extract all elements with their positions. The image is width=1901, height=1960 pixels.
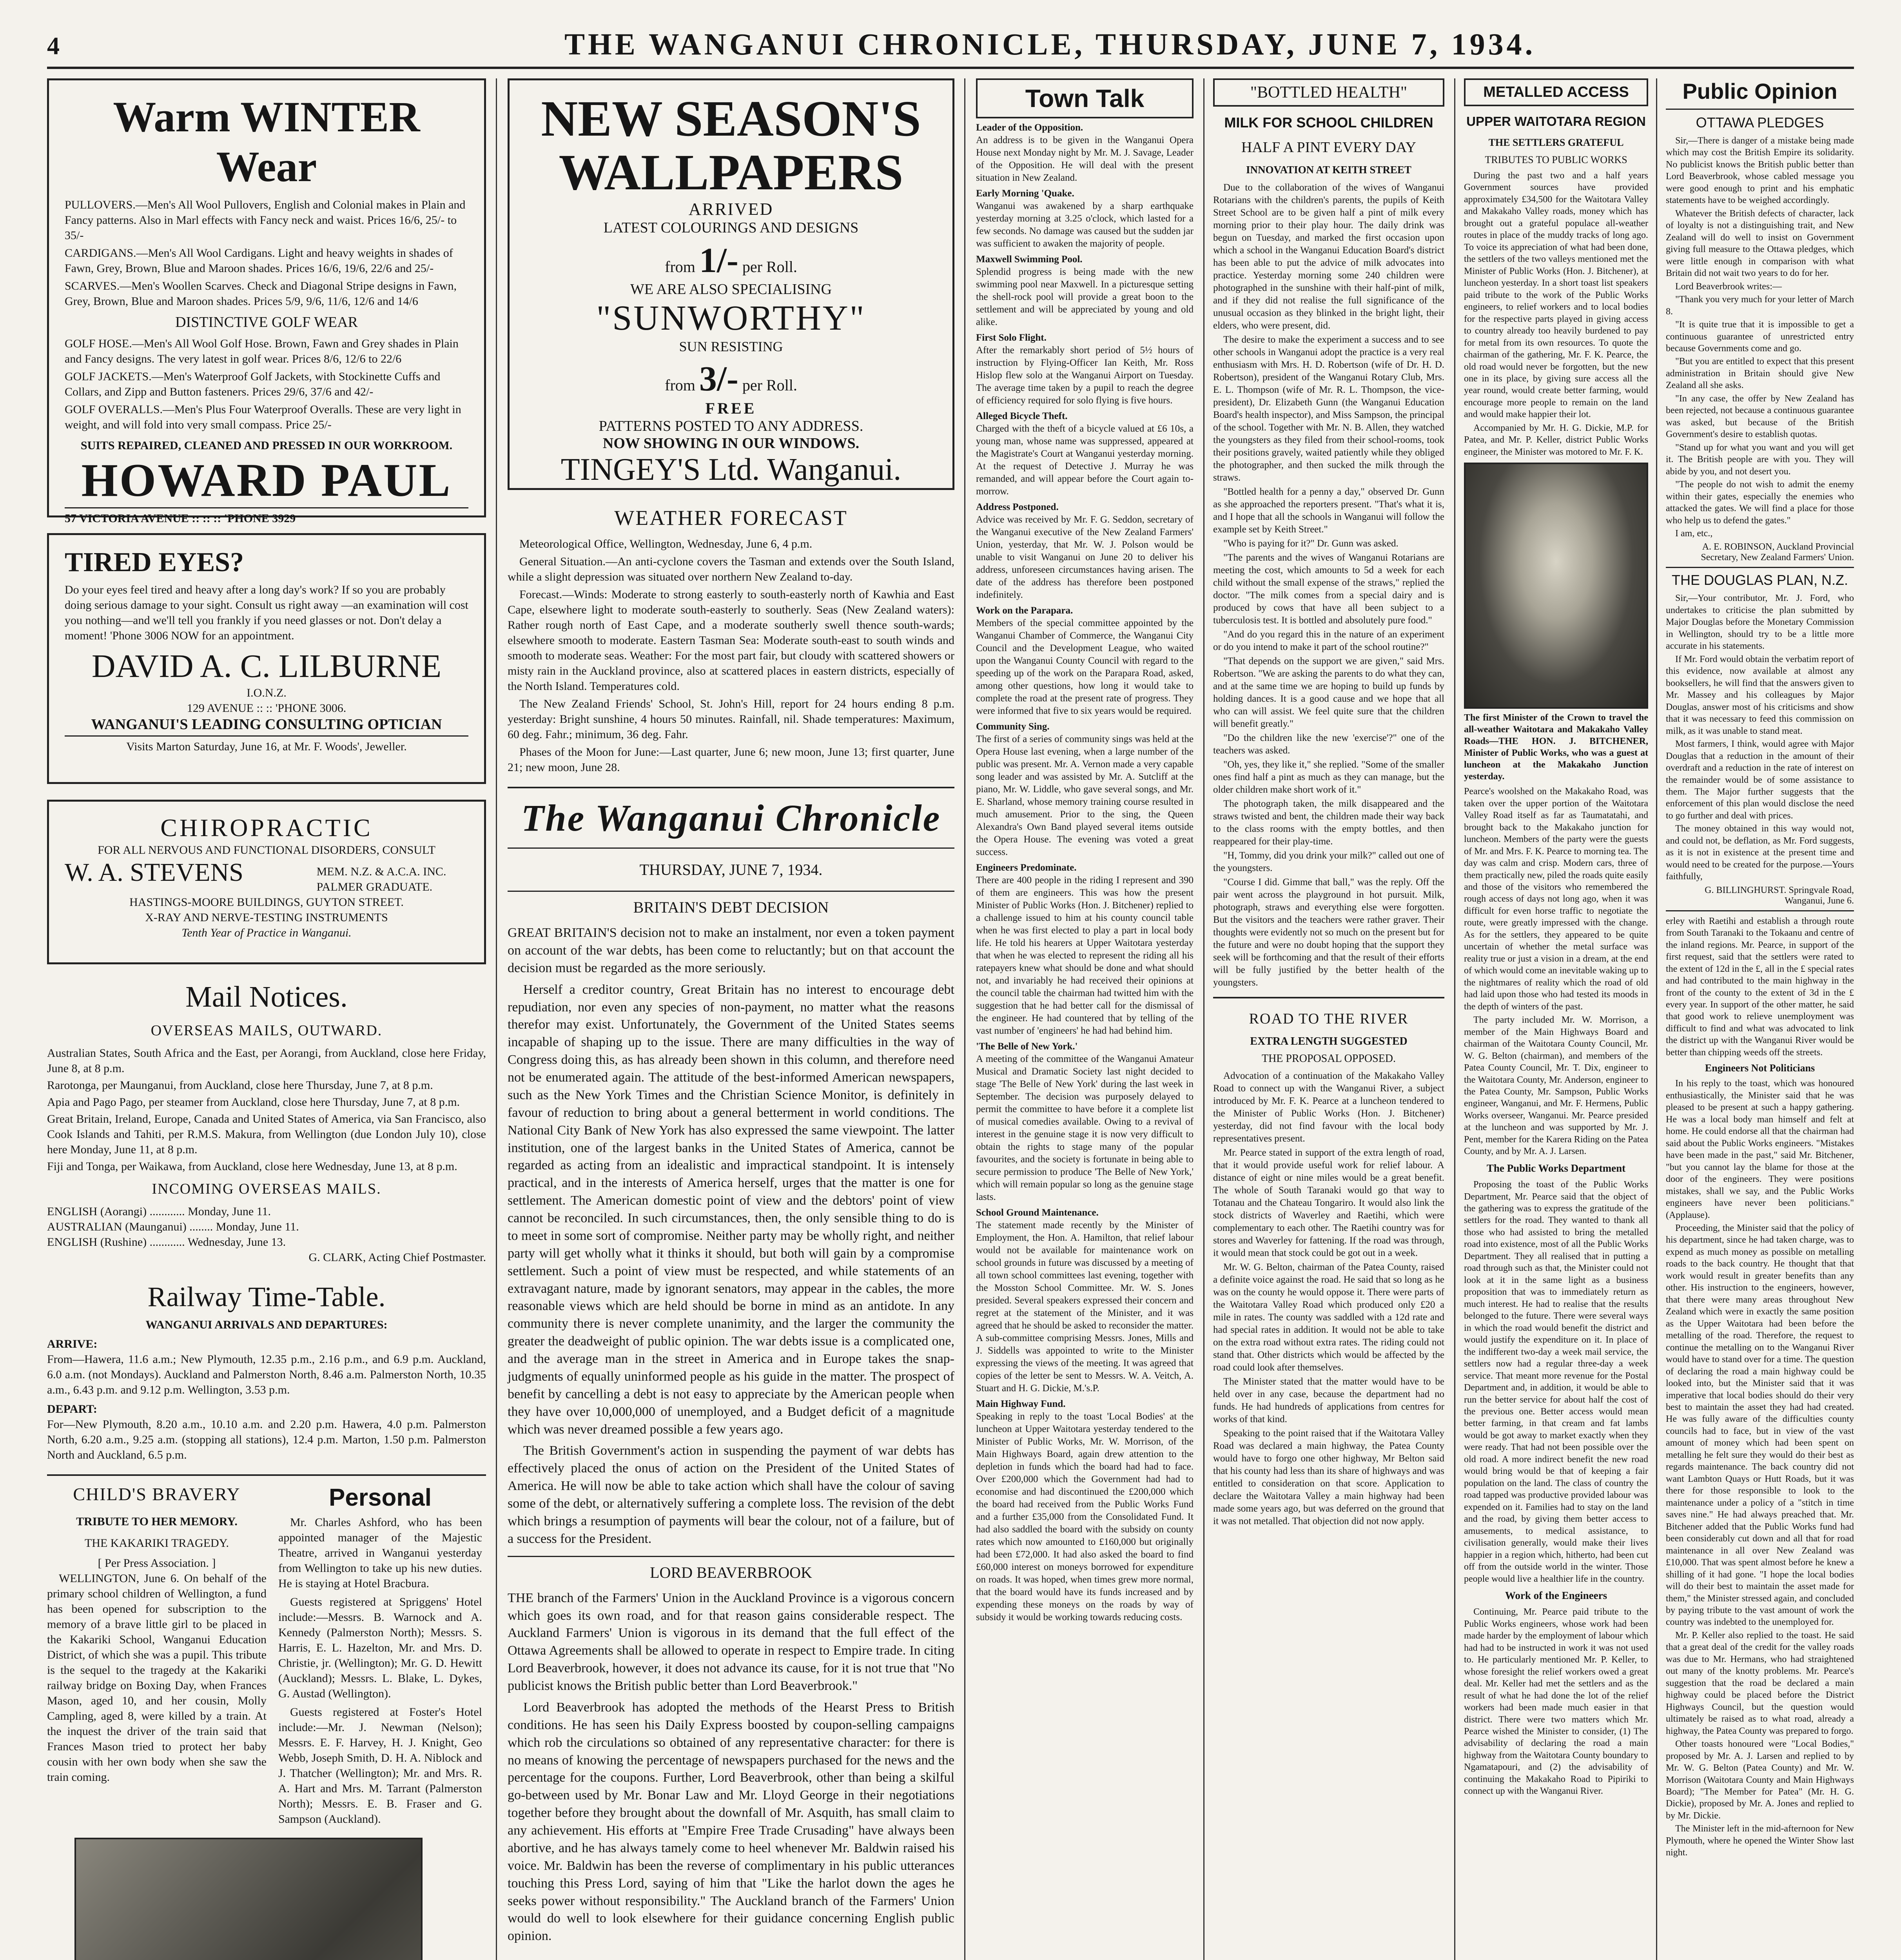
section-title: Town Talk <box>1025 84 1145 113</box>
divider <box>1666 567 1854 568</box>
weather-para: Forecast.—Winds: Moderate to strong easterly to south-easterly north of Kawhia and East Cape, elsewhere light to moderate south-easterly to southerly. Seas (New Zealand waters): Rather rough north of East Cape, and a moderate southerly swell thence south-wards; elsewhere smooth to moderate. Eastern Tasman Sea: Moderate south-east to south winds and smooth to moderate seas. Weather: For the most part fair, but cloudy with scattered showers or misty rain in the Auckland province, also at scattered places in eastern districts, especially of the North Island. Temperatures cold. <box>508 588 954 693</box>
minister-portrait <box>1464 463 1648 709</box>
ad-per: per Roll. <box>742 376 797 394</box>
section-title: Mail Notices. <box>185 980 348 1013</box>
column-rule <box>1656 78 1657 1960</box>
editorial-masthead <box>508 787 954 849</box>
item-heading: Work on the Parapara. <box>976 605 1073 616</box>
ad-title: TIRED EYES? <box>65 547 244 577</box>
letter-para: "It is quite true that it is impossible to get a continuous guarantee of unrestricted entry because Governments come and go. <box>1666 319 1854 354</box>
article-body <box>1213 1070 1444 1528</box>
article-title: BRITAIN'S DEBT DECISION <box>508 891 954 916</box>
section-title: Public Opinion <box>1682 79 1838 103</box>
ad-price-line <box>525 359 937 399</box>
memorial-photo <box>74 1838 423 1960</box>
ad-xray: X-RAY AND NERVE-TESTING INSTRUMENTS <box>145 911 388 924</box>
article-body <box>1213 181 1444 989</box>
article-subtitle: TRIBUTE TO HER MEMORY. <box>76 1515 238 1528</box>
section-title-box <box>1464 78 1648 106</box>
item-heading: Engineers Predominate. <box>976 862 1077 873</box>
item-heading: Maxwell Swimming Pool. <box>976 254 1083 265</box>
article-para: "Who is paying for it?" Dr. Gunn was asked. <box>1223 538 1399 549</box>
article-para: THE branch of the Farmers' Union in the Auckland Province is a vigorous concern which goes its own road, and for that reason gains considerable respect. The Auckland Farmers' Union is vigorous in its demand that the full effect of the Ottawa Agreements shall be allowed to operate in respect to Empire trade. In citing Lord Beaverbrook, however, it does not advance its cause, for it is not true that "No publicist knows the British public better than Lord Beaverbrook." <box>508 1590 954 1693</box>
article-subtitle: THE PROPOSAL OPPOSED. <box>1261 1053 1396 1065</box>
article-subheading: The Public Works Department <box>1486 1162 1626 1174</box>
ad-item-heading: DISTINCTIVE GOLF WEAR <box>175 314 358 330</box>
bravery-personal-row <box>47 1474 486 1830</box>
ad-qualification: I.O.N.Z. <box>247 686 287 699</box>
personal-item: Guests registered at Foster's Hotel include:—Mr. J. Newman (Nelson); Messrs. E. F. Harvey, H. J. Knight, Geo Webb, Joseph Smith, D. H. A. Niblock and J. Thatcher (Wellington); Mr. and Mrs. R. A. Hart and Mrs. M. Tarrant (Palmerston North); Messrs. E. B. Fraser and G. Sampson (Auckland). <box>278 1706 482 1826</box>
section-title: Railway Time-Table. <box>147 1281 386 1312</box>
letter-para: Sir,—Your contributor, Mr. J. Ford, who undertakes to criticise the plan submitted by Major Douglas before the Monetary Commission in Wellington, should try to be a little more accurate in his statements. <box>1666 593 1854 652</box>
article-title: ROAD TO THE RIVER <box>1249 1011 1409 1027</box>
item-text: Members of the special committee appointed by the Wanganui Chamber of Commerce, the Wanganui City Council and the Development League, who waited upon the Wanganui County Council with regard to the speeding up of the work on the Parapara Road, asked, among other questions, how long it would take to complete the road at the present rate of progress. They were informed that five to six years would be required. <box>976 618 1194 716</box>
newspaper-masthead-title: THE WANGANUI CHRONICLE, THURSDAY, JUNE 7, 1934. <box>564 27 1536 61</box>
mail-item: ENGLISH (Rushine) ............ Wednesday, June 13. <box>47 1236 286 1249</box>
article-para: Pearce's woolshed on the Makakaho Road, was taken over the upper portion of the Waitotara Valley Road itself as far as Taumatatahi, and brought back to the Makakaho junction for luncheon. Members of the party were the guests of Mr. and Mrs. F. K. Pearce to morning tea. The day was calm and crisp. Modern cars, three of them practically new, piled the roads quite easily and those of the visitors who remembered the rough access of days not long ago, when it was difficult for even horse traffic to negotiate the route, were greatly impressed with the change. As for the settlers, they appeared to be quite uncertain of whether the metal surface was reality true or just a vision in a dream, at the end of which would come an inevitable waking up to the nightmares of reality which the road of old had laid upon those who had tested its moods in the depth of winters of the past. <box>1464 786 1648 1012</box>
article-subtitle: THE SETTLERS GRATEFUL <box>1488 137 1624 148</box>
letter-para: Sir,—There is danger of a mistake being made which may cost the British Empire its solidarity. No publicist knows the British public better than Lord Beaverbrook, whose cabled message you were good enough to print and his emphatic statements have to be weighed accordingly. <box>1666 136 1854 206</box>
article-para: GREAT BRITAIN'S decision not to make an instalment, nor even a token payment on account of the war debts, has been come to reluctantly; but on that account the decision must be regarded as the more seriously. <box>508 926 954 975</box>
column-1 <box>47 78 486 1960</box>
article-para: "And do you regard this in the nature of an experiment or do you intend to make it part of the school routine?" <box>1213 629 1444 652</box>
editorial-beaverbrook <box>508 1556 954 1945</box>
letter-body <box>1666 592 1854 882</box>
ad-visits: Visits Marton Saturday, June 16, at Mr. F. Woods', Jeweller. <box>65 735 468 754</box>
article-para: Continuing, Mr. Pearce paid tribute to the Public Works engineers, whose work had been made harder by the employment of labour which had had to be instructed in work it was not used to. He particularly mentioned Mr. P. Keller, to whose foresight the relief workers owed a great deal. Mr. Keller had met the settlers and as the result of what he had done the lot of the relief workers had been made much easier in that district. There were two matters which Mr. Pearce wished the Minister to consider, (1) The advisability of declaring the road a main highway from the Waitotara County boundary to Ngamatapouri, and (2) the advisability of continuing the Makakaho Road to Pipiriki to connect up with the Wanganui River. <box>1464 1607 1648 1797</box>
mail-item: AUSTRALIAN (Maunganui) ........ Monday, June 11. <box>47 1220 299 1233</box>
item-heading: Early Morning 'Quake. <box>976 188 1074 199</box>
weather-para: Phases of the Moon for June:—Last quarter, June 6; new moon, June 13; first quarter, June 21; new moon, June 28. <box>508 746 954 774</box>
article-para: erley with Raetihi and establish a through route from South Taranaki to the Tokaanu and centre of the inland regions. Mr. Pearce, in support of the first request, said that the settlers were rated to the extent of 12d in the £, all in the £ special rates and had contributed to the main highway in the front of the county to the extent of 3d in the £ every year. In support of the other matter, he said that good work to relieve unemployment was difficult to find and what was advocated to link the district up with the Wanganui River would be better than chipping weeds off the streets. <box>1666 916 1854 1058</box>
ad-line: ARRIVED <box>688 200 774 219</box>
item-heading: Alleged Bicycle Theft. <box>976 411 1068 421</box>
column-2 <box>508 78 954 1960</box>
section-subtitle: INCOMING OVERSEAS MAILS. <box>152 1181 381 1197</box>
column-metalled-access <box>1464 78 1648 1960</box>
weather-para: The New Zealand Friends' School, St. John's Hill, report for 24 hours ending 8 p.m. yesterday: Bright sunshine, 4 hours 50 minutes. Rainfall, nil. Shade temperatures: Maximum, 60 deg. Fahr.; minimum, 36 deg. Fahr. <box>508 697 954 741</box>
section-subtitle: WANGANUI ARRIVALS AND DEPARTURES: <box>145 1318 388 1331</box>
article-title: LORD BEAVERBROOK <box>508 1556 954 1582</box>
article-road-to-river <box>1213 997 1444 1528</box>
item-text: A meeting of the committee of the Wanganui Amateur Musical and Dramatic Society last night decided to stage 'The Belle of New York' during the last week in September. The decision was purposely delayed to permit the committee to have before it a complete list of musical comedies available. Owing to a revival of interest in the genuine stage it is now very difficult to obtain the rights to stage many of the popular favourites, and the society is fortunate in being able to secure permission to produce 'The Belle of New York,' which will remain popular so long as the genuine stage lasts. <box>976 1054 1194 1202</box>
article-subtitle: EXTRA LENGTH SUGGESTED <box>1250 1035 1408 1047</box>
ad-price-line <box>525 240 937 281</box>
mail-notices <box>47 980 486 1265</box>
personal-item: Mr. Charles Ashford, who has been appointed manager of the Majestic Theatre, arrived in Wanganui yesterday from Wellington to take up his new duties. He is staying at Hotel Bracbura. <box>278 1516 482 1590</box>
ad-warm-winter-wear <box>47 78 486 525</box>
page-number: 4 <box>47 32 60 60</box>
article-para: Proposing the toast of the Public Works Department, Mr. Pearce said that the object of the gathering was to express the gratitude of the settlers for the road. They wanted to thank all those who had assisted to bring the metalled road into existence, most of all the Public Works Department. They all realised that in putting a road through such as that, the Minister could not look at it in the same light as a business proposition that was to immediately return as much interest. He had to realise that the results belonged to the future. There were several ways in which the road would benefit the district and would justify the expenditure on it. In place of the indifferent two-day a week mail service, the settlers now had a regular three-day a week service. That meant more revenue for the Postal Department and, in addition, it would be able to run the better service for about half the cost of the previous one. Better access would mean better farming, in that cream and fat lambs would be got away to market exactly when they were ready. That had not been possible over the old road. A more indirect benefit the new road would bring would be that of keeping a fair population on the land. The class of country the road tapped was productive provided labour was expended on it. Families had to stay on the land and the road, by giving them better access to amusements, to medical assistance, to civilisation generally, would make their lives happier in a region which, hitherto, had been cut off from the outside world in the winter. Those people would live a healthier life in the country. <box>1464 1180 1648 1584</box>
letter-para: "Thank you very much for your letter of March 8. <box>1666 294 1854 317</box>
section-subtitle: OVERSEAS MAILS, OUTWARD. <box>151 1022 383 1039</box>
mail-item: ENGLISH (Aorangi) ............ Monday, June 11. <box>47 1205 271 1218</box>
ad-item: CARDIGANS.—Men's All Wool Cardigans. Light and heavy weights in shades of Fawn, Grey, Brown, Blue and Maroon shades. Prices 16/6, 19/6, 22/6 and 25/- <box>65 247 453 275</box>
column-town-talk <box>976 78 1194 1960</box>
article-para: Due to the collaboration of the wives of Wanganui Rotarians with the children's parents, the pupils of Keith Street School are to be given half a pint of milk every morning prior to their play hour. The daily drink was begun on Tuesday, and marked the first occasion upon which a school in the Wanganui Education Board's district has been able to put the advice of milk advocates into practice. Yesterday morning some 240 children were photographed in the sunshine with their half-pint of milk, and if they did not realise the full significance of the unusual occasion as they blinked in the bright light, their elders, who were present, did. <box>1213 182 1444 331</box>
article-para: "Do the children like the new 'exercise'?" one of the teachers was asked. <box>1213 733 1444 756</box>
ad-address: 57 VICTORIA AVENUE :: :: :: 'PHONE 3929 <box>65 507 468 526</box>
article-body <box>508 1590 954 1945</box>
editorial-debt <box>508 891 954 1548</box>
article-subtitle: MILK FOR SCHOOL CHILDREN <box>1224 114 1433 131</box>
ad-wallpapers <box>508 78 954 490</box>
column-rule <box>964 78 965 1960</box>
article-title: METALLED ACCESS <box>1483 84 1629 100</box>
article-para: During the past two and a half years Government sources have provided approximately £34,500 for the Waitotara Valley and Makakaho Valley roads, money which has brought out a grateful populace all-weather routes in place of the muddy tracks of long ago. To voice its appreciation of what had been done, the settlers of the two valleys mentioned met the Minister of Public Works (Hon. J. Bitchener), at luncheon yesterday. In a short toast list speakers paid tribute to the work of the Public Works engineers, to relief workers and to local bodies for the respective parts played in giving access to country already too heavily burdened to pay for metal from its own resources. To quote the chairman of the gathering, Mr. F. K. Pearce, the old road would never be forgotten, but the new one in its place, by giving sure access all the year round, would create better farming, would encourage more people to remain on the land and would make happier their lot. <box>1464 171 1648 420</box>
ad-item: SCARVES.—Men's Woollen Scarves. Check and Diagonal Stripe designs in Fawn, Grey, Brown, Blue and Maroon shades. Prices 5/9, 9/6, 11/6, 12/6 and 14/6 <box>65 279 457 308</box>
ad-tagline: WANGANUI'S LEADING CONSULTING OPTICIAN <box>91 716 442 733</box>
divider <box>1666 109 1854 110</box>
article-continuation <box>1666 915 1854 1859</box>
article-body: WELLINGTON, June 6. On behalf of the primary school children of Wellington, a fund has been opened for subscription to the memory of a brave little girl to be placed in the Kakariki School, Wanganui Education District, of which she was a pupil. This tribute is the sequel to the tragedy at the Kakariki railway bridge on Boxing Day, when Frances Mason, aged 10, and her cousin, Molly Campling, aged 8, were killed by a train. At the inquest the driver of the train said that Frances Mason tried to protect her baby cousin with her own body when she saw the train coming. <box>47 1572 267 1784</box>
ad-line: SUN RESISTING <box>679 339 783 354</box>
article-subheading: Work of the Engineers <box>1505 1590 1607 1601</box>
rail-arrive-text: From—Hawera, 11.6 a.m.; New Plymouth, 12.35 p.m., 2.16 p.m., and 6.9 p.m. Auckland, 6.0 a.m. (not Mondays). Auckland and Palmerston North, 8.46 a.m. Palmerston North, 10.35 a.m., 6.43 p.m. and 9.12 p.m. Wellington, 3.53 p.m. <box>47 1353 486 1396</box>
article-subtitle: INNOVATION AT KEITH STREET <box>1246 164 1411 176</box>
letter-para: "In any case, the offer by New Zealand has been rejected, not because a continuous guarantee was asked, but because of the British Government's desire to establish quotas. <box>1666 393 1854 440</box>
article-para: "Oh, yes, they like it," she replied. "Some of the smaller ones find half a pint as much as they can manage, but the older children make short work of it." <box>1213 759 1444 795</box>
article-title: "BOTTLED HEALTH" <box>1250 83 1408 102</box>
editorial-paper-name: The Wanganui Chronicle <box>521 797 941 839</box>
masthead <box>47 24 1854 69</box>
railway-timetable <box>47 1281 486 1463</box>
article-para: "H, Tommy, did you drink your milk?" called out one of the youngsters. <box>1213 850 1444 873</box>
article-para: Proceeding, the Minister said that the policy of his department, since he had taken charge, was to expend as much money as possible on metalling roads to the back country. He thought that that work would result in greater benefits than any other. His instruction to the engineers, however, that there were many areas throughout New Zealand which were in exactly the same position as the Upper Waitotara had been before the metalling of the road. Therefore, the request to continue the metalling on to the Wanganui River would have to stand over for a time. The question of declaring the road a main highway could be looked into, but the Minister said that it was imperative that local bodies should do their very best to maintain the asset they had had created. He was fully aware of the difficulties county councils had to face, but in view of the vast amount of money which had been spent on metalling he felt sure they would do their best as regards maintenance. The back country did not want Lambton Quays or Hutt Roads, but it was there for those responsible to look to the maintenance under a policy of a "stitch in time saves nine." He had always preached that. Mr. Bitchener added that the Public Works fund had been considerably cut down and all that for road maintenance in all over New Zealand was £10,000. That was spent almost before he knew a shilling of it had gone. "I hope the local bodies will do their best to maintain the asset made for them," the Minister stressed again, and concluded by paying tribute to the vast amount of work the country was indebted to the unemployed for. <box>1666 1223 1854 1628</box>
ad-per: per Roll. <box>742 258 797 276</box>
column-personal <box>278 1484 482 1830</box>
rail-arrive-label: ARRIVE: <box>47 1338 98 1350</box>
mail-item: Rarotonga, per Maunganui, from Auckland, close here Thursday, June 7, at 8 p.m. <box>47 1079 433 1092</box>
ad-item: GOLF HOSE.—Men's All Wool Golf Hose. Brown, Fawn and Grey shades in Plain and Fancy designs. The very latest in golf wear. Prices 8/6, 12/6 to 22/6 <box>65 337 459 366</box>
ad-title: NEW SEASON'S WALLPAPERS <box>541 91 921 201</box>
article-para: "The parents and the wives of Wanganui Rotarians are meeting the cost, which amounts to 5d a week for each child without the small expense of the straws," replied the doctor. "The milk comes from a special dairy and is produced by cows that have all been subject to a tuberculosis test. It is bottled and absolutely pure food." <box>1213 552 1444 626</box>
mail-signature: G. CLARK, Acting Chief Postmaster. <box>308 1251 486 1264</box>
ad-from: from <box>665 376 695 394</box>
article-body <box>1464 170 1648 458</box>
column-rule <box>1454 78 1455 1960</box>
item-text: The first of a series of community sings was held at the Opera House last evening, when a large number of the public was present. Mr. A. Vernon made a very capable song leader and was assisted by Mr. A. Sutcliff at the piano, Mr. W. Liddle, who gave several songs, and Mr. E. Sharland, whose memory training course resulted in much amusement. Prior to the sing, the Queen Alexandra's Own Band played several items outside the Opera House. The evening was voted a great success. <box>976 734 1194 857</box>
weather-forecast <box>508 506 954 775</box>
article-para: "Bottled health for a penny a day," observed Dr. Gunn as she approached the reporters present. "That's what it is, and I hope that all the schools in Wanganui will follow the example set by Keith Street." <box>1213 486 1444 535</box>
letter-para: The money obtained in this way would not, and could not, be deflation, as Mr. Ford suggests, as it is not in existence at the present time and would need to be created for the purpose.—Yours faithfully, <box>1666 824 1854 882</box>
letter-para: If Mr. Ford would obtain the verbatim report of this evidence, now available at almost any booksellers, he will find that the answers given to Mr. Massey and his colleagues by Major Douglas, answer most of his criticisms and show that it was necessary to feed this commission on milk, as it was unable to stand meat. <box>1666 654 1854 736</box>
mail-item: Australian States, South Africa and the East, per Aorangi, from Auckland, close here Friday, June 8, at 8 p.m. <box>47 1047 486 1075</box>
item-heading: 'The Belle of New York.' <box>976 1041 1078 1052</box>
letter-body <box>1666 135 1854 539</box>
item-text: Advice was received by Mr. F. G. Seddon, secretary of the Wanganui executive of the New Zealand Farmers' Union, yesterday, that Mr. W. J. Polson would be unable to visit Wanganui on June 20 to deliver his address, unforeseen circumstances having arisen. The date of the address has therefore been postponed indefinitely. <box>976 514 1194 600</box>
article-subtitle: TRIBUTES TO PUBLIC WORKS <box>1485 154 1627 165</box>
mail-outward-list <box>47 1045 486 1174</box>
item-text: The statement made recently by the Minister of Employment, the Hon. A. Hamilton, that relief labour would not be available for maintenance work on school grounds in future was discussed by a meeting of all town school committees last evening, together with the Mosston School Committee. Mr. W. S. Jones presided. Several speakers expressed their concern and regret at the statement of the Minister, and it was agreed that he should be asked to reconsider the matter. A sub-committee comprising Messrs. Jones, Mills and J. Siddells was appointed to write to the Minister expressing the views of the meeting. It was agreed that copies of the letter be sent to Messrs. W. A. Veitch, A. Stuart and H. G. Dickie, M.'s.P. <box>976 1220 1194 1394</box>
article-para: Mr. P. Keller also replied to the toast. He said that a great deal of the credit for the valley roads was due to Mr. Hermans, who had straightened out many of the knotty problems. Mr. Pearce's suggestion that the road be declared a main highway could be placed before the District Highways Council, but the question would ultimately be raised as to what road, already a highway, the Patea County was prepared to forgo. <box>1666 1630 1854 1736</box>
ad-item-list <box>65 197 468 432</box>
mail-item: Great Britain, Ireland, Europe, Canada and United States of America, via San Francisco, also Cook Islands and Tahiti, per R.M.S. Makura, from Wellington (due London July 10), close here Monday, June 11, at 8 p.m. <box>47 1112 486 1156</box>
item-text: An address is to be given in the Wanganui Opera House next Monday night by Mr. M. J. Savage, Leader of the Opposition. He will deal with the present situation in New Zealand. <box>976 135 1194 183</box>
article-body <box>508 924 954 1548</box>
article-childs-bravery <box>47 1484 267 1830</box>
item-heading: Address Postponed. <box>976 502 1059 512</box>
ad-item: GOLF OVERALLS.—Men's Plus Four Waterproof Overalls. These are very light in weight, and will fold into very small compass. Price 25/- <box>65 403 461 432</box>
article-subtitle: UPPER WAITOTARA REGION <box>1466 114 1646 129</box>
item-text: Splendid progress is being made with the new swimming pool near Maxwell. In a picturesque setting the shell-rock pool will provide a great boon to the settlement and will be appreciated by young and old alike. <box>976 267 1194 327</box>
item-text: Speaking in reply to the toast 'Local Bodies' at the luncheon at Upper Waitotara yesterday tendered to the Minister of Public Works, Mr. W. Morrison, of the Main Highways Board, again drew attention to the depletion in funds which the board had had to face. Over £200,000 which the Government had had to economise and had discontinued the £200,000 which the board had received from the Public Works Fund and a further £35,000 from the Consolidated Fund. It had also saddled the board with the subsidy on county rates which now amounted to £160,000 but originally had been £72,000. It had also asked the board to find £60,000 interest on moneys borrowed for expenditure on roads. It was hoped, when times grew more normal, that the board would have its funds increased and by expending these moneys on the roads by way of subsidy it would be working towards reducing costs. <box>976 1411 1194 1622</box>
ad-brand: "SUNWORTHY" <box>596 299 866 338</box>
section-title-box <box>976 78 1194 118</box>
letter-para: "But you are entitled to expect that this present administration in Britain should give New Zealand all she asks. <box>1666 356 1854 391</box>
article-para: Mr. W. G. Belton, chairman of the Patea County, raised a definite voice against the road. He said that so long as he was on the county he would oppose it. There were parts of the Waitotara Valley Road which produced only £20 a mile in rates. The county was saddled with a 12d rate and had special rates in addition. It would not be able to take on the extra road without extra rates. The riding could not stand that. Other districts which would be affected by the road could look after themselves. <box>1213 1262 1444 1373</box>
ad-item: GOLF JACKETS.—Men's Waterproof Golf Jackets, with Stockinette Cuffs and Collars, and Zipp and Button fasteners. Prices 29/6, 37/6 and 42/- <box>65 370 441 399</box>
ad-address: HASTINGS-MOORE BUILDINGS, GUYTON STREET. <box>129 896 404 909</box>
ad-practice: Tenth Year of Practice in Wanganui. <box>181 926 352 940</box>
editorial-date: THURSDAY, JUNE 7, 1934. <box>639 861 823 878</box>
article-para: Lord Beaverbrook has adopted the methods of the Hearst Press to British conditions. He has seen his Daily Express boosted by coupon-selling campaigns which rob the circulations so obtained of any representative character: for there is no means of knowing the percentage of newspapers purchased for the news and the percentage for the coupons. Further, Lord Beaverbrook, other than being a skilful go-between used by Mr. Bonar Law and Mr. Lloyd George in their negotiations together before they brought about the downfall of Mr. Asquith, has small claim to any achievement. His efforts at "Empire Free Trade Crusading" have always been abortive, and he has always tamely come to heel whenever Mr. Baldwin raised his voice. Mr. Baldwin has been the reverse of complimentary in his public utterances touching this Press Lord, saying of him that "Like the harlot down the ages he seeks power without responsibility." The Auckland branch of the Farmers' Union would do well to look elsewhere for their guidance concerning English public opinion. <box>508 1700 954 1944</box>
divider <box>1666 910 1854 911</box>
column-rule <box>1203 78 1204 1960</box>
ad-text: Do your eyes feel tired and heavy after a long day's work? If so you are probably doing serious damage to your sight. Consult us right away —an examination will cost you nothing—and we'll tell you frankly if you need glasses or not. Don't delay a moment! 'Phone 3006 NOW for an appointment. <box>65 583 468 642</box>
item-heading: Leader of the Opposition. <box>976 122 1083 133</box>
column-public-opinion <box>1666 78 1854 1960</box>
letter-para: Lord Beaverbrook writes:— <box>1675 281 1782 292</box>
article-subtitle: THE KAKARIKI TRAGEDY. <box>84 1537 229 1550</box>
ad-name: W. A. STEVENS <box>65 858 243 887</box>
section-title: Personal <box>329 1484 432 1511</box>
ad-address: 129 AVENUE :: :: 'PHONE 3006. <box>187 702 346 715</box>
ad-brand: HOWARD PAUL <box>81 454 452 506</box>
article-para: "Course I did. Gimme that ball," was the reply. Off the pair went across the playground in hot pursuit. Milk, photograph, straws and everything else were forgotten. But the visitors and the teachers were rather graver. Their thoughts were evidently not so much on the present but for the future and were no doubt hoping that the support they seek will be forthcoming and that the result of their efforts will be fully justified by the better health of the youngsters. <box>1213 877 1444 988</box>
mail-incoming-list <box>47 1204 486 1250</box>
article-para: Herself a creditor country, Great Britain has no interest to encourage debt repudiation, nor even any species of non-payment, no matter what the reasons therefor may exist. Unfortunately, the Government of the United States seems incapable of shaping up to the issue. There are many difficulties in the way of Congress doing this, as has already been shown in this column, and therefore need not be enumerated again. The attitude of the best-informed American newspapers, such as the New York Times and the Christian Science Monitor, is definitely in favour of reduction to bring about a general betterment in world conditions. The National City Bank of New York has also expressed the same viewpoint. The latter institution, one of the largest banks in the United States of America, cannot be regarded as acting from an idealistic and impractical standpoint. It is intensely practical, and in the interests of America herself, urges that the matter is one for settlement. The American domestic point of view and the debtors' point of view cannot be reconciled. In such circumstances, then, the only sensible thing to do is to meet in some sort of compromise. Neither party may be wholly right, and neither party will get wholly what it thinks it should, but both will gain by a compromise settlement. Such a point of view must be respected, and while statements of an extravagant nature, made by ignorant senators, may appear in the cables, the more reasonable views which are held should be borne in mind as an antidote. In any community there is never complete unanimity, and the larger the community the greater the deadweight of public opinion. The war debts issue is a complicated one, and the average man in the street in America and in Europe takes the snap-judgments of equally uninformed people as his guide in the matter. The prospect of benefit by cancelling a debt is not easy to appreciate by the American people when they have over 10,000,000 of unemployed, and a Budget deficit of a magnitude which was never dreamed possible a few years ago. <box>508 982 954 1437</box>
mail-item: Fiji and Tonga, per Waikawa, from Auckland, close here Wednesday, June 13, at 8 p.m. <box>47 1160 457 1173</box>
section-title: WEATHER FORECAST <box>614 506 848 530</box>
ad-line: NOW SHOWING IN OUR WINDOWS. <box>602 435 860 452</box>
article-para: Speaking to the point raised that if the Waitotara Valley Road was declared a main highway, the Patea County would have to forgo one other highway, Mr Belton said that his county had less than its share of highways and was entitled to consideration on that score. Application to declare the Waitotara Valley a main highway had been made some years ago, but was deferred on the ground that it was not metalled. That objection did not now apply. <box>1213 1428 1444 1526</box>
ad-line: FREE <box>705 399 757 417</box>
ad-repair-note: SUITS REPAIRED, CLEANED AND PRESSED IN OUR WORKROOM. <box>80 439 453 452</box>
rail-depart-label: DEPART: <box>47 1403 97 1416</box>
item-text: Wanganui was awakened by a sharp earthquake yesterday morning at 3.25 o'clock, which lasted for a few seconds. No damage was caused but the sudden jar was sufficient to awaken the majority of people. <box>976 201 1194 249</box>
weather-para: Meteorological Office, Wellington, Wednesday, June 6, 4 p.m. <box>519 537 813 550</box>
article-subtitle: THE DOUGLAS PLAN, N.Z. <box>1671 572 1848 588</box>
letter-para: "Stand up for what you want and you will get it. The British people are with you. They will abide by you, and not desert you. <box>1666 442 1854 477</box>
ad-from: from <box>665 258 695 276</box>
article-para: Advocation of a continuation of the Makakaho Valley Road to connect up with the Wanganui River, a subject introduced by Mr. F. K. Pearce at a luncheon tendered to the Minister of Public Works (Hon. J. Bitchener) yesterday, did not find favour with the local body representatives present. <box>1213 1071 1444 1144</box>
mail-item: Apia and Pago Pago, per steamer from Auckland, close here Thursday, June 7, at 8 p.m. <box>47 1096 460 1109</box>
ad-shop: TINGEY'S Ltd. Wanganui. <box>561 452 902 487</box>
item-heading: Community Sing. <box>976 721 1050 732</box>
rail-depart-text: For—New Plymouth, 8.20 a.m., 10.10 a.m. and 2.20 p.m. Hawera, 4.0 p.m. Palmerston North, 6.20 a.m., 9.25 a.m. (stopping all stations), 12.4 p.m. Marton, 1.50 p.m. Palmerston North and Auckland, 6.5 p.m. <box>47 1418 486 1461</box>
article-para: The party included Mr. W. Morrison, a member of the Main Highways Board and chairman of the Waitotara County Council, Mr. W. G. Belton (chairman), and members of the Patea County Council, Mr. T. Dix, engineer to the Waitotara County, Mr. Anderson, engineer to the Patea County, Mr. Sampson, Public Works engineer, Wanganui, and Mr. F. Hermens, Public Works overseer, Wanganui. Mr. Pearce presided at the luncheon and was supported by Mr. J. Pent, member for the Karera Riding on the Patea County, and by Mr. A. J. Larsen. <box>1464 1015 1648 1157</box>
article-para: The British Government's action in suspending the payment of war debts has effectively placed the onus of action on the President of the United States of America. He will now be able to take action which shall have the colour of saving some of the debt, or alternatively suffering a complete loss. The revision of the debt which brings a resumption of payments will bear the colour, not of a failure, but of a success for the President. <box>508 1443 954 1546</box>
personal-list <box>278 1515 482 1827</box>
photo-caption: The first Minister of the Crown to travel the all-weather Waitotara and Makakaho Valley Roads—THE HON. J. BITCHENER, Minister of Public Works, who was a guest at luncheon at the Makakaho Junction yesterday. <box>1464 713 1648 782</box>
article-body <box>1464 786 1648 1797</box>
article-subtitle: OTTAWA PLEDGES <box>1696 114 1824 131</box>
ad-line: PATTERNS POSTED TO ANY ADDRESS. <box>599 418 863 434</box>
letter-para: "The people do not wish to admit the enemy within their gates, especially the enemies who attacked the gates. We will find a place for those who help us to defend the gates." <box>1666 479 1854 526</box>
ad-line: LATEST COLOURINGS AND DESIGNS <box>603 220 859 236</box>
column-4 <box>1213 78 1444 1960</box>
column-rule <box>496 78 497 1960</box>
article-para: Mr. Pearce stated in support of the extra length of road, that it would provide useful work for relief labour. A distance of eight or nine miles would be a great benefit. The whole of South Taranaki would go that way to Totanau and the Chateau Tongariro. It would also link the stock districts of Waverley and Raetihi, which were complementary to each other. The Raetihi country was for stores and Waverley for fattening. If the road was through, it would mean that stock could be got out in a week. <box>1213 1147 1444 1258</box>
letter-para: Whatever the British defects of character, lack of loyalty is not a distinguishing trait, and New Zealand will do well to insist on Government giving full measure to the Ottawa pledges, which were little enough in comparison with what Britain did not wait two years to do for her. <box>1666 208 1854 279</box>
ad-qualification: MEM. N.Z. & A.C.A. INC. PALMER GRADUATE. <box>316 865 446 894</box>
letter-para: I am, etc., <box>1675 528 1713 539</box>
item-heading: School Ground Maintenance. <box>976 1207 1099 1218</box>
press-association-note: [ Per Press Association. ] <box>98 1557 216 1570</box>
ad-item: PULLOVERS.—Men's All Wool Pullovers, English and Colonial makes in Plain and Fancy patterns. Also in Marl effects with Fancy neck and waist. Prices 16/6, 25/- to 35/- <box>65 198 466 242</box>
article-para: The photograph taken, the milk disappeared and the straws twisted and bent, the children made their way back to the class rooms with the empty bottles, and then reappeared for their play-time. <box>1213 799 1444 847</box>
ad-name: DAVID A. C. LILBURNE <box>91 648 442 684</box>
ad-line: FOR ALL NERVOUS AND FUNCTIONAL DISORDERS, CONSULT <box>98 844 435 857</box>
ad-line: WE ARE ALSO SPECIALISING <box>630 281 832 298</box>
personal-item: Guests registered at Spriggens' Hotel include:—Messrs. B. Warnock and A. Kennedy (Palmerston North); Messrs. S. Harris, E. L. Hazelton, Mr. and Mrs. D. Christie, jr. (Wellington); Mr. G. D. Hewitt (Auckland); Messrs. L. Blake, L. Dykes, G. Austad (Wellington). <box>278 1595 482 1700</box>
item-text: There are 400 people in the riding I represent and 390 of them are engineers. This was how the present Minister of Public Works (Hon. J. Bitchener) replied to a challenge issued to him at his county council table when he was first elected to play a part in local body life. He told his hearers at Upper Waitotara yesterday that when he was elected to represent the riding all his ratepayers knew what should be done and what should not, and invariably he had received their opinions at the council table the chairman had twitted him with the suggestion that he had better call for the dismissal of the engineer. He had countered that by telling of the vast number of 'engineers' he had had behind him. <box>976 875 1194 1036</box>
ad-title: Warm WINTER Wear <box>113 93 420 191</box>
item-heading: Main Highway Fund. <box>976 1399 1066 1409</box>
article-para: The desire to make the experiment a success and to see other schools in Wanganui adopt the practice is a very real enthusiasm with Mrs. H. D. Robertson (wife of Dr. H. D. Robertson), president of the Wanganui Rotary Club, Mrs. E. L. Thompson (wife of Mr. R. L. Thompson, the vice-president), Dr. Elizabeth Gunn (the Wanganui Education Board's health inspector), and Miss Sampson, the principal of the school. Together with Mr. N. B. Allen, they watched the youngsters as they filed from their school-rooms, took their positions gravely, waited patiently while they obliged the photographer, and then sucked the milk through the straws. <box>1213 334 1444 483</box>
article-para: The Minister left in the mid-afternoon for New Plymouth, where he opened the Winter Show last night. <box>1666 1824 1854 1858</box>
item-text: After the remarkably short period of 5½ hours of instruction by Flying-Officer Ian Keith, Mr. Ross Hislop flew solo at the Wanganui Airport on Tuesday. The average time taken by a pupil to reach the degree of efficiency required for solo flying is five hours. <box>976 345 1194 406</box>
article-para: "That depends on the support we are given," said Mrs. Robertson. "We are asking the parents to do what they can, and at the same time we are hoping to build up funds by holding dances. It is a good cause and we hope that all who can will assist. We feel quite sure that the children will benefit greatly." <box>1213 656 1444 729</box>
ad-title: CHIROPRACTIC <box>160 814 373 842</box>
item-heading: First Solo Flight. <box>976 332 1047 343</box>
ad-tired-eyes <box>47 533 486 784</box>
item-text: Charged with the theft of a bicycle valued at £6 10s, a young man, whose name was suppressed, appeared at the Magistrate's Court at Wanganui yesterday morning. At the request of Detective J. Murray he was remanded, and will appear before the Court again to-morrow. <box>976 423 1194 497</box>
article-para: In his reply to the toast, which was honoured enthusiastically, the Minister said that he was pleased to be present at such a happy gathering. He was a local body man himself and felt at home. He could endorse all that the chairman had said about the Public Works engineers. "Mistakes have been made in the past," said Mr. Bitchener, "but you cannot lay the blame for those at the door of the engineers. They were positions mistakes, shall we say, and the Public Works engineers have never been politicians." (Applause). <box>1666 1078 1854 1220</box>
article-para: Other toasts honoured were "Local Bodies," proposed by Mr. A. J. Larsen and replied to by Mr. W. G. Belton (Patea County) and Mr. W. Morrison (Waitotara County and Main Highways Board); "The Member for Patea" (Mr. H. G. Dickie), proposed by Mr. A. Jones and replied to by Mr. Dickie. <box>1666 1739 1854 1821</box>
ad-chiropractic <box>47 800 486 964</box>
letter-para: Most farmers, I think, would agree with Major Douglas that a reduction in the amount of their overdraft and a reduction in the rate of interest on the remainder would be of some assistance to them. The Major further suggests that the enforcement of this plan would disclose the need to go further and deal with prices. <box>1666 739 1854 821</box>
town-talk-items <box>976 122 1194 1624</box>
weather-text <box>508 536 954 775</box>
ad-price: 3/- <box>699 359 738 398</box>
article-subtitle: HALF A PINT EVERY DAY <box>1241 139 1417 156</box>
article-para: The Minister stated that the matter would have to be held over in any case, because the department had no funds. He had hundreds of applications from centres for works of that kind. <box>1213 1376 1444 1425</box>
weather-para: General Situation.—An anti-cyclone covers the Tasman and extends over the South Island, while a slight depression was situated over northern New Zealand to-day. <box>508 555 954 583</box>
article-subheading: Engineers Not Politicians <box>1705 1062 1815 1074</box>
letter-signature: A. E. ROBINSON, Auckland Provincial Secretary, New Zealand Farmers' Union. <box>1701 542 1854 563</box>
ad-price: 1/- <box>699 241 738 280</box>
article-title: CHILD'S BRAVERY <box>73 1484 241 1504</box>
letter-signature: G. BILLINGHURST. Springvale Road, Wanganui, June 6. <box>1705 885 1854 906</box>
section-title-box <box>1213 78 1444 107</box>
article-para: Accompanied by Mr. H. G. Dickie, M.P. for Patea, and Mr. P. Keller, district Public Works engineer, the Minister was motored to Mr. F. K. <box>1464 423 1648 457</box>
